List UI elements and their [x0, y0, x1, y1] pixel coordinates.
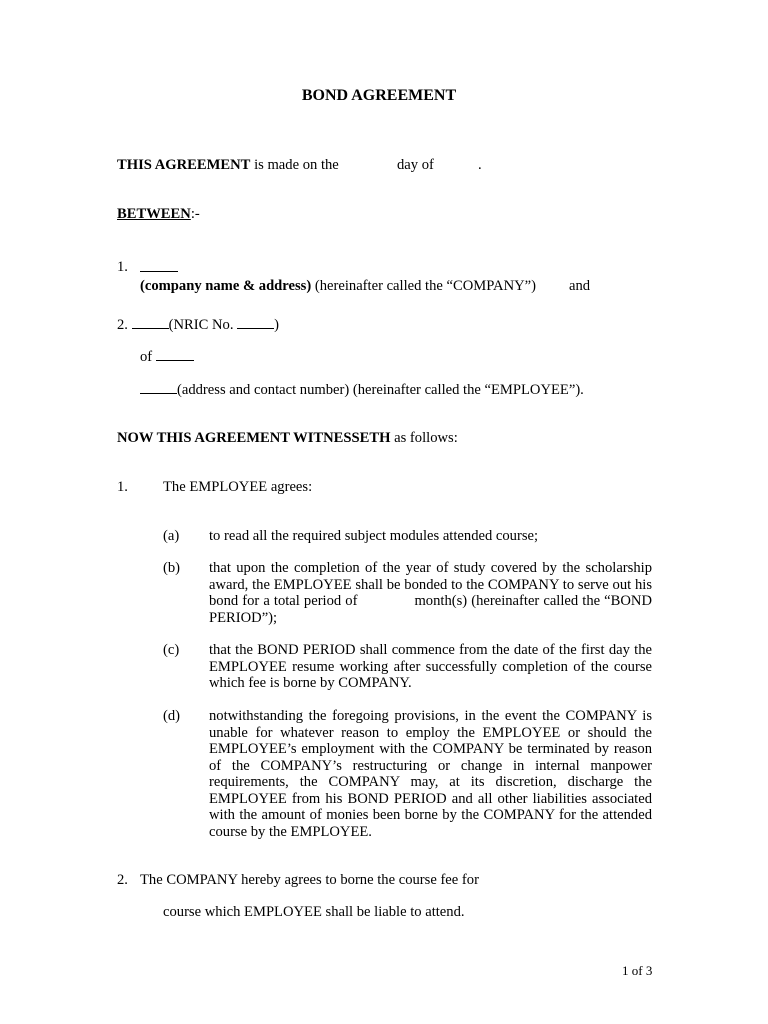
party2-of-line	[140, 348, 194, 366]
party2-address-blank	[140, 381, 177, 394]
party1-and: and	[569, 278, 591, 294]
clause1-heading: The EMPLOYEE agrees:	[163, 479, 313, 495]
clause2-line1: The COMPANY hereby agrees to borne the course fee for	[140, 872, 479, 888]
party1-company-label: (company name & address)	[140, 278, 312, 294]
party2-name-blank	[132, 316, 169, 329]
between-label: BETWEEN	[117, 206, 191, 222]
intro-lead: THIS AGREEMENT	[117, 157, 251, 173]
clause2-number: 2.	[117, 872, 128, 888]
clause1-item-text: to read all the required subject modules attended course;	[209, 528, 539, 544]
party1-detail	[140, 278, 536, 295]
document-title: BOND AGREEMENT	[301, 87, 457, 104]
witnesseth-rest: as follows:	[394, 430, 458, 446]
clause1-item-label: (b)	[163, 560, 181, 576]
intro-day-of: day of	[397, 157, 434, 173]
party2-nric-blank	[237, 316, 274, 329]
agreement-intro	[117, 157, 339, 174]
clause2-line2: course which EMPLOYEE shall be liable to attend.	[163, 904, 465, 920]
party1-number: 1.	[117, 259, 128, 275]
party2-address-text: (address and contact number) (hereinafter called the “EMPLOYEE”).	[177, 382, 584, 398]
witnesseth-bold: NOW THIS AGREEMENT WITNESSETH	[117, 430, 391, 446]
clause1-number: 1.	[117, 479, 128, 495]
clause1-item-label: (d)	[163, 708, 181, 724]
party2-nric-open: (NRIC No.	[168, 317, 234, 333]
clause1-item-text: that the BOND PERIOD shall commence from the date of the first day the EMPLOYEE resume working after successfully completion of the course which fee is borne by COMPANY.	[209, 642, 652, 691]
party2-nric-close: )	[274, 317, 280, 333]
clause1-item-text: that upon the completion of the year of study covered by the scholarship award, the EMPLOYEE shall be bonded to the COMPANY to serve out his bond for a total period of month(s) (hereinafter called the “BOND PERIOD”);	[209, 560, 656, 626]
between-heading	[117, 206, 200, 223]
party1-hereinafter: (hereinafter called the “COMPANY”)	[314, 278, 536, 294]
party1-blank	[140, 259, 178, 277]
witnesseth-heading	[117, 430, 458, 447]
clause1-item-label: (a)	[163, 528, 180, 544]
party2-of-label: of	[140, 349, 153, 365]
clause1-item-label: (c)	[163, 642, 180, 658]
party2-number: 2.	[117, 317, 128, 333]
between-suffix: :-	[190, 206, 200, 222]
clause1-item-text: notwithstanding the foregoing provisions, in the event the COMPANY is unable for whatever reason to employ the EMPLOYEE or should the EMPLOYEE’s employment with the COMPANY be terminated by reason of the COMPANY’s restructuring or change in internal manpower requirements, the COMPANY may, at its discretion, discharge the EMPLOYEE from his BOND PERIOD and all other liabilities associated with the amount of monies been borne by the COMPANY for the attended course by the EMPLOYEE.	[209, 708, 652, 840]
party2-address-line	[140, 381, 584, 399]
intro-period: .	[478, 157, 482, 173]
party2-of-blank	[156, 348, 194, 361]
party2-line	[117, 316, 279, 334]
intro-text-1: is made on the	[254, 157, 339, 173]
page-number: 1 of 3	[622, 963, 653, 978]
